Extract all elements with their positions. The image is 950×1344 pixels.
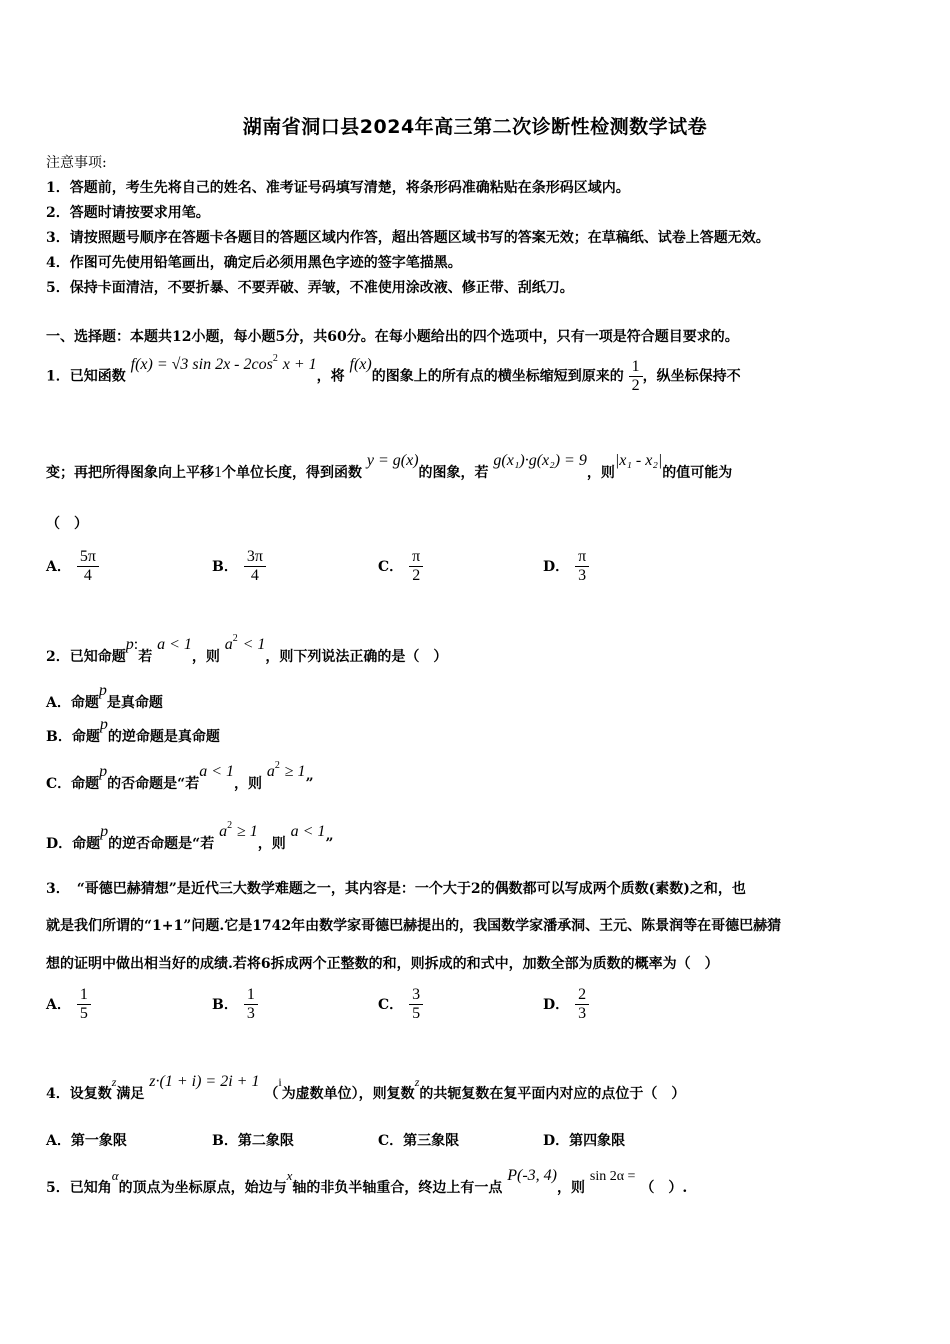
question-1-line-2 <box>46 452 733 482</box>
q3-option-a[interactable] <box>46 986 91 1023</box>
q5-x: x <box>286 1168 293 1183</box>
q1-option-d[interactable] <box>543 548 589 585</box>
q2-option-d[interactable] <box>46 820 334 853</box>
q4-text: 为虚数单位），则复数 <box>281 1086 415 1102</box>
q5-text: 5．已知角 <box>46 1180 112 1196</box>
q4-text: 满足 <box>116 1086 145 1102</box>
option-math: p <box>98 682 107 699</box>
q4-z: z <box>414 1075 420 1089</box>
fraction-den: 3 <box>578 567 587 584</box>
q1-text: 的值可能为 <box>662 465 733 481</box>
q1-text: ，纵坐标保持不 <box>642 368 741 385</box>
option-math: a <box>219 823 228 840</box>
question-3-line-2: 就是我们所谓的“1+1”问题.它是1742年由数学家哥德巴赫提出的，我国数学家潘承洞、王元、陈景润等在哥德巴赫猜 <box>46 918 782 934</box>
q1-option-c[interactable] <box>378 548 423 585</box>
exam-title: 湖南省洞口县2024年高三第二次诊断性检测数学试卷 <box>242 116 708 138</box>
option-math: a <box>266 763 275 780</box>
option-math: p <box>99 763 108 780</box>
q5-point: P(-3, 4) <box>507 1167 557 1184</box>
q2-math: < 1 <box>242 636 266 653</box>
fraction-den: 4 <box>83 567 92 584</box>
option-text: 的逆否命题是“若 <box>108 836 215 852</box>
q4-option-d[interactable]: D．第四象限 <box>543 1133 626 1149</box>
option-label: D． <box>543 996 570 1013</box>
question-2 <box>46 633 448 666</box>
q4-option-a[interactable]: A．第一象限 <box>46 1133 127 1149</box>
q4-z: z <box>111 1075 117 1089</box>
fraction-den: 5 <box>79 1005 88 1022</box>
question-5 <box>46 1167 688 1197</box>
q4-text: （ <box>264 1086 279 1102</box>
notice-item: 4．作图可先使用铅笔画出，确定后必须用黑色字迹的签字笔描黑。 <box>46 255 462 271</box>
q2-colon: : <box>133 636 139 653</box>
option-math: a < 1 <box>199 763 235 780</box>
notice-item: 3．请按照题号顺序在答题卡各题目的答题区域内作答，超出答题区域书写的答案无效；在草稿纸、试卷上答题无效。 <box>46 230 770 246</box>
q1-text: 的图象上的所有点的横坐标缩短到原来的 <box>371 368 624 385</box>
q3-option-c[interactable] <box>378 986 423 1023</box>
q5-alpha: α <box>111 1168 119 1183</box>
fraction-den: 3 <box>578 1005 587 1022</box>
fraction-num: 3π <box>244 548 266 567</box>
q2-p: p <box>125 636 134 653</box>
q1-text: ，将 <box>316 368 345 385</box>
q2-text: ，则下列说法正确的是（ ） <box>265 649 448 665</box>
q1-half-den: 2 <box>631 377 640 394</box>
option-label: D． <box>543 558 570 575</box>
q2-square: 2 <box>232 633 238 644</box>
section-heading: 一、选择题：本题共12小题，每小题5分，共60分。在每小题给出的四个选项中，只有一项是符合题目要求的。 <box>46 329 739 345</box>
question-3-line-3: 想的证明中做出相当好的成绩.若将6拆成两个正整数的和，则拆成的和式中，加数全部为质数的概率为（ ） <box>46 956 719 972</box>
q4-equation: z·(1 + i) = 2i + 1 <box>149 1073 260 1090</box>
option-label: C． <box>378 558 404 575</box>
q1-text: 个单位长度，得到函数 <box>222 465 362 481</box>
q2-math: a < 1 <box>157 636 192 653</box>
option-square: 2 <box>227 820 233 831</box>
option-fraction <box>244 548 266 585</box>
option-text: D．命题 <box>46 836 101 852</box>
q4-option-b[interactable]: B．第二象限 <box>212 1133 294 1149</box>
q2-option-c[interactable] <box>46 760 314 793</box>
option-label: C． <box>378 996 404 1013</box>
fraction-num: 1 <box>244 986 258 1005</box>
option-text: ，则 <box>257 836 286 852</box>
option-label: B． <box>212 558 238 575</box>
option-text: 的否命题是“若 <box>107 776 200 792</box>
notice-item: 5．保持卡面清洁，不要折暴、不要弄破、弄皱，不准使用涂改液、修正带、刮纸刀。 <box>46 280 574 296</box>
option-label: A． <box>46 558 71 575</box>
fraction-num: π <box>575 548 589 567</box>
fraction-num: 3 <box>409 986 423 1005</box>
q1-text: 1．已知函数 <box>46 368 126 385</box>
fraction-num: 1 <box>77 986 91 1005</box>
q1-answer-paren: （ ） <box>46 516 88 532</box>
option-math: p <box>99 716 108 733</box>
fraction-den: 3 <box>246 1005 255 1022</box>
q1-abs-diff: |x₁ - x₂| <box>614 452 663 469</box>
q2-math: a <box>224 636 233 653</box>
notice-item: 1．答题前，考生先将自己的姓名、准考证号码填写清楚，将条形码准确粘贴在条形码区域内。 <box>46 180 630 196</box>
q4-text: 的共轭复数在复平面内对应的点位于（ ） <box>419 1086 686 1102</box>
fraction-num: 2 <box>575 986 589 1005</box>
q1-half-fraction <box>629 358 643 395</box>
option-fraction <box>77 986 91 1023</box>
q1-text: ，则 <box>586 465 615 481</box>
q4-option-c[interactable]: C．第三象限 <box>378 1133 460 1149</box>
option-math: a < 1 <box>290 823 326 840</box>
option-text: ” <box>325 836 334 852</box>
q2-option-a[interactable] <box>46 682 163 712</box>
q5-text: 的顶点为坐标原点，始边与 <box>118 1180 287 1196</box>
q5-text: 轴的非负半轴重合，终边上有一点 <box>292 1180 503 1196</box>
option-math: ≥ 1 <box>236 823 258 840</box>
option-text: C．命题 <box>46 776 100 792</box>
option-text: B．命题 <box>46 729 100 745</box>
notice-heading: 注意事项: <box>46 155 107 171</box>
option-square: 2 <box>274 760 280 771</box>
option-fraction <box>575 986 589 1023</box>
q2-text: 若 <box>138 649 153 665</box>
fraction-den: 2 <box>412 567 421 584</box>
question-1-line-1 <box>46 352 741 395</box>
option-text: A．命题 <box>46 695 99 711</box>
q1-square: 2 <box>272 352 278 364</box>
option-text: 的逆命题是真命题 <box>107 729 220 745</box>
question-3-line-1: 3． “哥德巴赫猜想”是近代三大数学难题之一，其内容是：一个大于2的偶数都可以写成两个质数(素数)之和，也 <box>46 881 746 897</box>
option-math: ≥ 1 <box>284 763 306 780</box>
q1-fx: f(x) <box>349 355 372 373</box>
q4-text: 4．设复数 <box>46 1086 112 1102</box>
q2-text: ，则 <box>191 649 220 665</box>
option-fraction <box>409 548 423 585</box>
option-fraction <box>244 986 258 1023</box>
q1-function: f(x) = √3 sin 2x - 2cos <box>130 355 273 373</box>
option-fraction <box>77 548 99 585</box>
q3-option-d[interactable] <box>543 986 589 1023</box>
q1-text: 的图象，若 <box>418 465 489 481</box>
q1-option-a[interactable] <box>46 548 99 585</box>
fraction-num: 5π <box>77 548 99 567</box>
q1-g-function: y = g(x) <box>366 452 419 469</box>
q1-half-num: 1 <box>629 358 643 377</box>
q1-function-tail: x + 1 <box>282 355 317 373</box>
q4-i: i <box>278 1075 282 1089</box>
q5-sin: sin 2α = <box>589 1169 636 1184</box>
option-label: A． <box>46 996 71 1013</box>
q1-condition: g(x₁)·g(x₂) = 9 <box>493 452 587 469</box>
notice-item: 2．答题时请按要求用笔。 <box>46 205 210 221</box>
q1-text: 变；再把所得图象向上平移 <box>46 465 214 481</box>
q3-option-b[interactable] <box>212 986 258 1023</box>
q5-text: ，则 <box>557 1180 585 1196</box>
q2-text: 2．已知命题 <box>46 649 126 665</box>
option-label: B． <box>212 996 238 1013</box>
option-fraction <box>575 548 589 585</box>
fraction-den: 4 <box>250 567 259 584</box>
option-text: 是真命题 <box>106 695 163 711</box>
option-text: ，则 <box>234 776 263 792</box>
option-math: p <box>100 823 109 840</box>
q5-text: （ ）. <box>640 1180 688 1196</box>
question-4 <box>46 1073 686 1103</box>
fraction-num: π <box>409 548 423 567</box>
q1-one: 1 <box>214 464 222 481</box>
q2-option-b[interactable] <box>46 716 220 746</box>
option-fraction <box>409 986 423 1023</box>
option-text: ” <box>305 776 314 792</box>
fraction-den: 5 <box>412 1005 421 1022</box>
q1-option-b[interactable] <box>212 548 266 585</box>
